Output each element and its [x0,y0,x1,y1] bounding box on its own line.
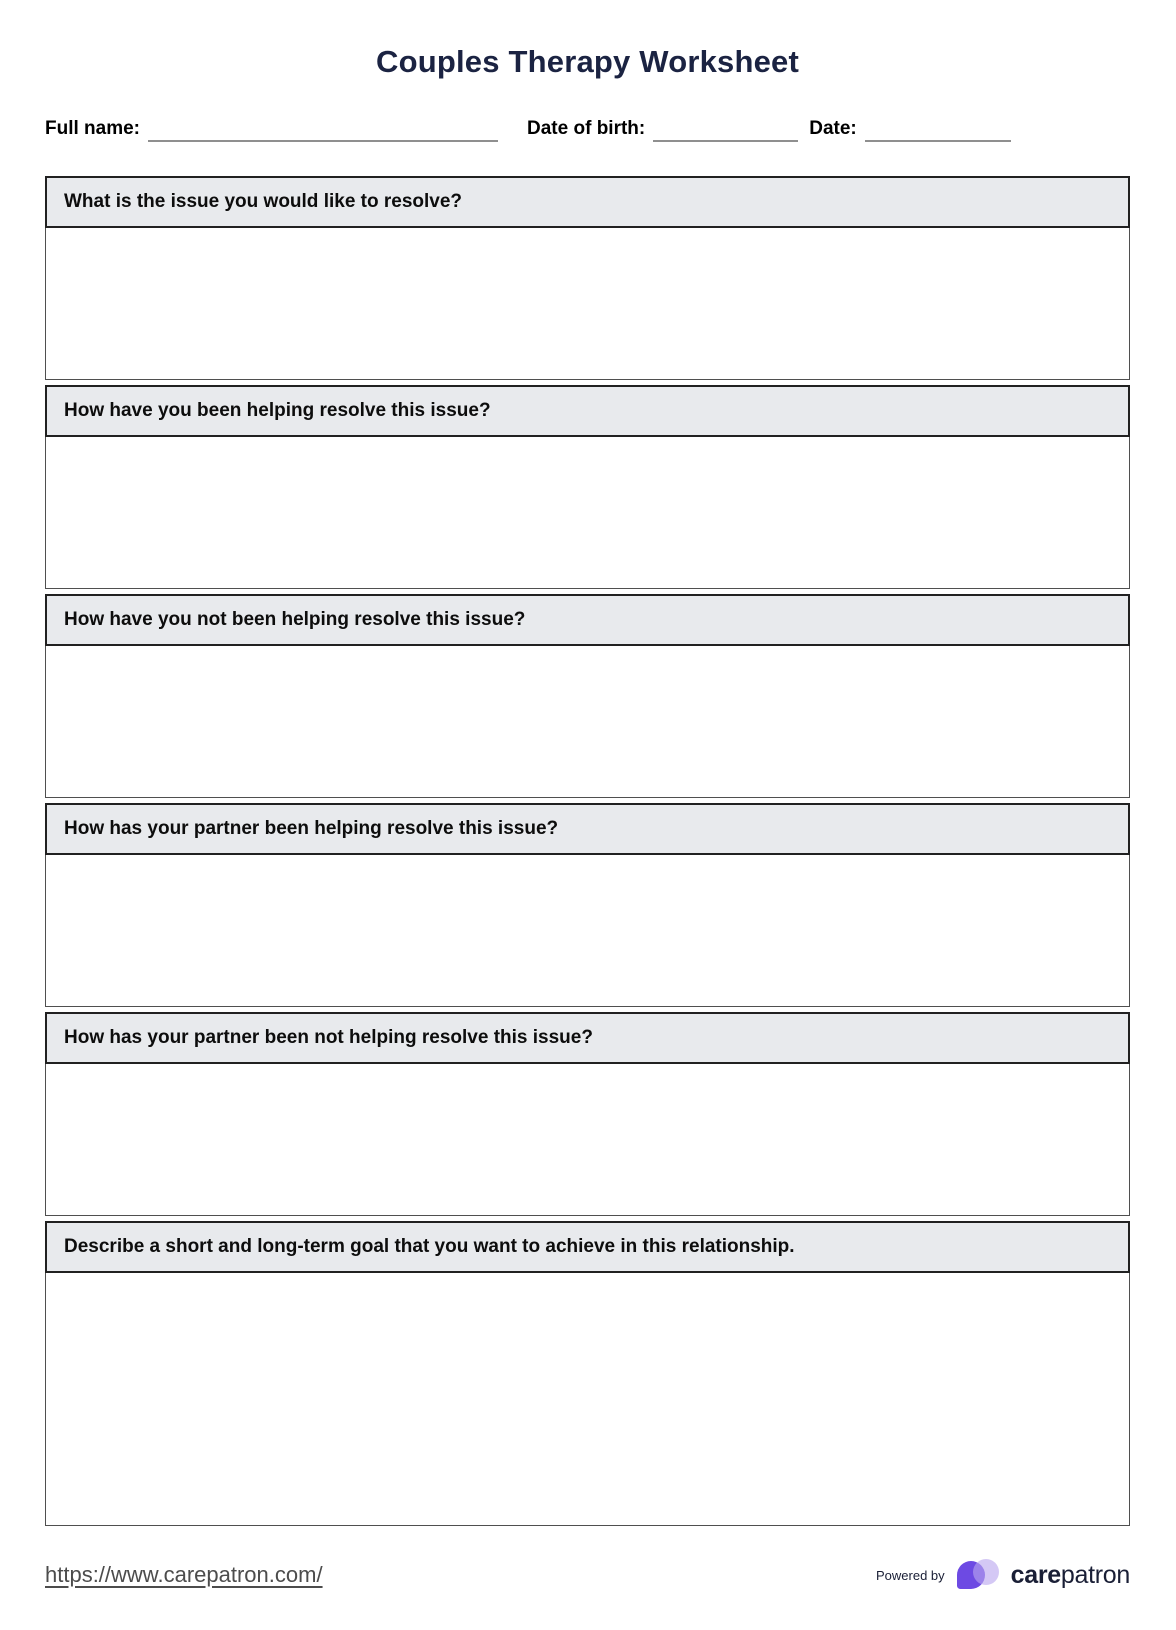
carepatron-link[interactable]: https://www.carepatron.com/ [45,1562,323,1587]
question-section-4 [45,803,1130,1007]
date-of-birth-input[interactable] [653,118,798,142]
full-name-input[interactable] [148,118,498,142]
answer-area-5[interactable] [45,1064,1130,1216]
carepatron-wordmark [1011,1561,1130,1590]
answer-area-4[interactable] [45,855,1130,1007]
brand-text-patron: patron [1060,1560,1130,1589]
question-section-2 [45,385,1130,589]
powered-by-label: Powered by [876,1567,945,1583]
carepatron-logo-icon [957,1559,1003,1591]
page-footer [45,1559,1130,1591]
question-header [45,1012,1130,1064]
page-title: Couples Therapy Worksheet [375,44,800,79]
question-header [45,385,1130,437]
question-section-6 [45,1221,1130,1526]
answer-area-2[interactable] [45,437,1130,589]
answer-area-3[interactable] [45,646,1130,798]
question-header [45,176,1130,228]
question-section-1 [45,176,1130,380]
date-label: Date: [809,118,857,139]
question-text: What is the issue you would like to resolve? [64,191,463,212]
brand-text-care: care [1010,1560,1061,1589]
date-of-birth-label: Date of birth: [527,118,646,139]
question-text: How has your partner been not helping resolve this issue? [64,1027,593,1048]
question-section-5 [45,1012,1130,1216]
question-header [45,594,1130,646]
patient-info-row [45,118,1130,142]
full-name-label: Full name: [45,118,141,139]
question-text: Describe a short and long-term goal that you want to achieve in this relationship. [64,1236,795,1257]
question-section-3 [45,594,1130,798]
question-text: How have you been helping resolve this issue? [64,400,491,421]
answer-area-6[interactable] [45,1273,1130,1526]
powered-by-brand [876,1559,1130,1591]
answer-area-1[interactable] [45,228,1130,380]
logo-circle-shape [973,1559,999,1585]
date-input[interactable] [865,118,1011,142]
question-header [45,803,1130,855]
question-text: How has your partner been helping resolve this issue? [64,818,559,839]
question-text: How have you not been helping resolve this issue? [64,609,526,630]
question-header [45,1221,1130,1273]
